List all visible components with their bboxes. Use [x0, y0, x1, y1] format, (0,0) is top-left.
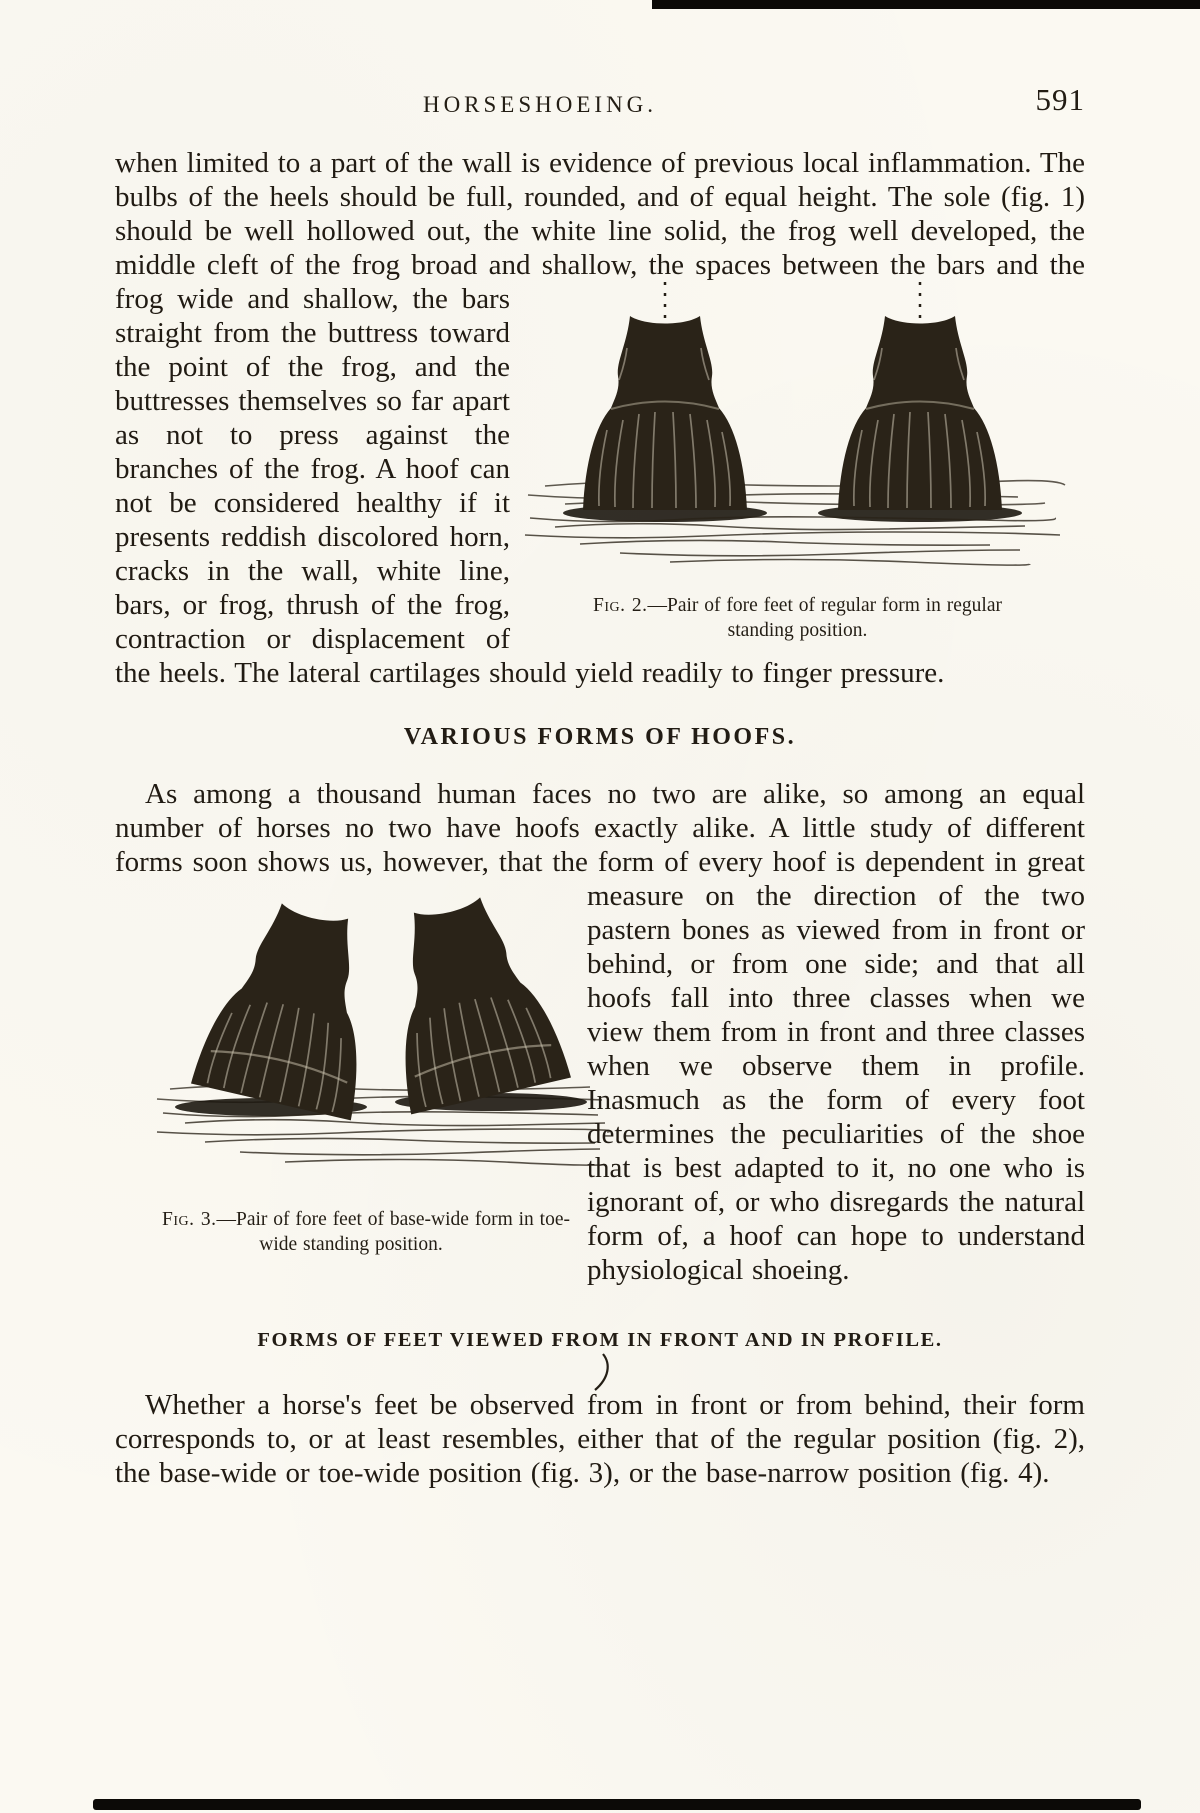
fig3-caption-label: Fig. 3. — [162, 1209, 217, 1230]
fig3-hooves-illustration — [145, 879, 617, 1191]
section-heading-forms-of-feet: FORMS OF FEET VIEWED FROM IN FRONT AND IN PROFILE. — [257, 1329, 943, 1351]
fig2-right-hoof — [838, 282, 1002, 510]
running-title: HORSESHOEING. — [422, 92, 658, 117]
page-content — [115, 146, 1085, 1490]
fig3-right-hoof — [367, 887, 571, 1115]
page-number: 591 — [1035, 82, 1085, 117]
paragraph-3 — [115, 1388, 1085, 1490]
paragraph-2 — [115, 777, 1085, 1287]
fig3-caption — [125, 1207, 577, 1257]
fig2-ground-front-hatching — [525, 517, 1060, 565]
paragraph-1 — [115, 146, 1085, 690]
fig3-caption-text: —Pair of fore feet of base-wide form in toe-wide standing position. — [216, 1209, 570, 1255]
fig2-caption-text: —Pair of fore feet of regular form in regular standing position. — [647, 595, 1002, 641]
paragraph-3-text: Whether a horse's feet be observed from in front or from behind, their form corresponds to, or at least resembles, either that of the regular position (fig. 2), the base-wide or toe-wide position (fig. 3), or the base-narrow position (fig. 4). — [115, 1389, 1085, 1489]
fig2-caption-label: Fig. 2. — [592, 595, 648, 616]
scan-artifact-bottom-bar — [93, 1799, 1141, 1810]
scan-mark-squiggle-glyph — [587, 1352, 613, 1392]
fig2-left-hoof — [583, 282, 747, 510]
scan-artifact-top-bar — [652, 0, 1200, 9]
fig2-hooves-illustration — [510, 282, 1085, 577]
fig3-ground-front-hatching — [157, 1112, 610, 1165]
figure-3 — [115, 879, 587, 1257]
paragraph-2-part-b: pastern bones as viewed from in front or behind, or from one side; and that all hoofs fall into three classes when we view them from in front and three classes when we observe them in profile. Inasmuch as the form of every foot determines the peculiarities of the shoe that is best adapted to it, no one who is ignorant of, or who disregards the natural form of, a hoof can hope to understand physiological shoeing. — [587, 914, 1085, 1286]
paragraph-1-part-a: when limited to a part of the wall is evidence of previous local inflammation. The bulbs of the heels should be full, rounded, and of equal height. The sole (fig. 1) should be well hollowed out, the white line solid, the frog well developed, the middle cleft of the frog broad and shallow, the spaces between the bars and the frog wide — [115, 147, 1085, 315]
figure-2 — [510, 282, 1085, 643]
paragraph-2-part-a: As among a thousand human faces no two are alike, so among an equal number of horses no two have hoofs exactly alike. A little study of different forms soon shows us, however, that the form of every hoof is dependent in great measure on the direction of the two — [115, 778, 1085, 912]
paragraph-1-part-b: and shallow, the bars straight from the buttress toward the point of the frog, and the buttresses themselves so far apart as not to press against the branches of the frog. A hoof can not be considered healthy if it presents reddish discolored horn, cracks in the wall, white line, bars, or frog, thrush of the frog, contraction or displacement of the heels. The lateral cartilages should yield readily to finger pressure. — [115, 283, 945, 689]
section-heading-various-forms: VARIOUS FORMS OF HOOFS. — [403, 724, 797, 750]
fig2-caption — [573, 593, 1023, 643]
scan-mark-squiggle — [115, 1352, 1085, 1386]
fig3-left-hoof — [191, 893, 395, 1121]
page-header — [115, 82, 1085, 126]
